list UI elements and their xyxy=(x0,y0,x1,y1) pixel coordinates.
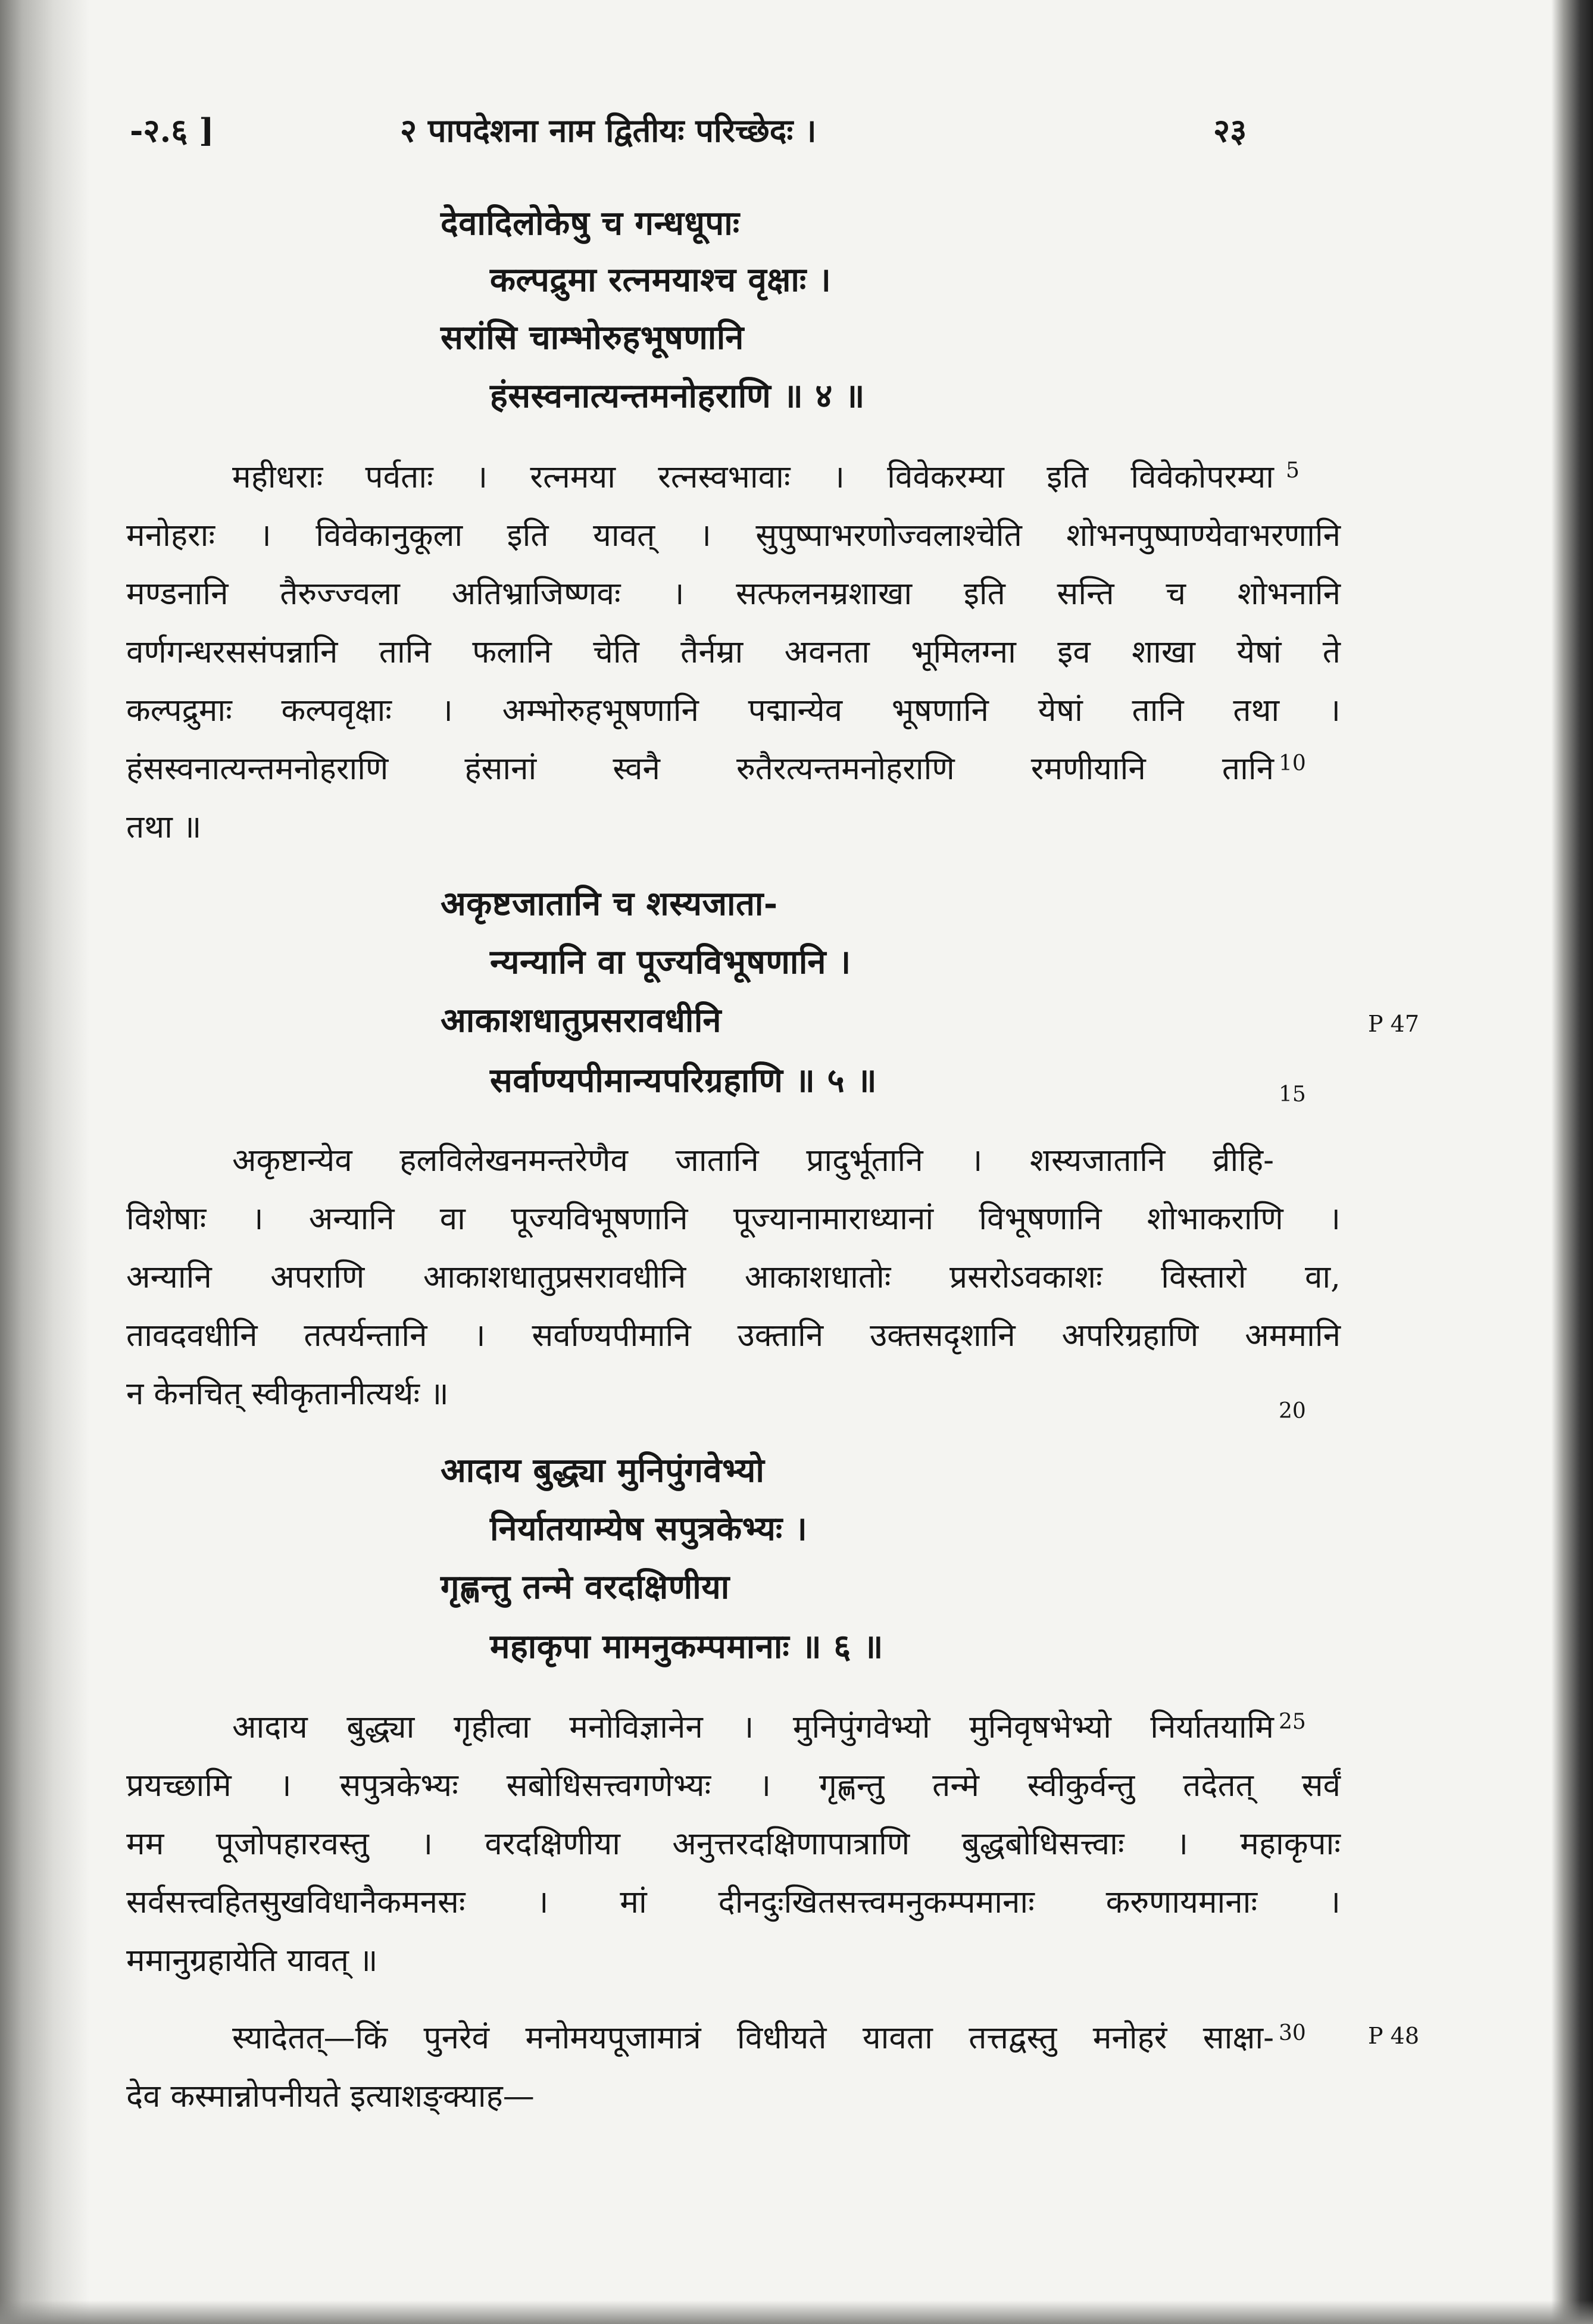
verse-5-line: सर्वाण्यपीमान्यपरिग्रहाणि ॥ ५ ॥ xyxy=(490,1061,877,1100)
source-page-ref: P 47 xyxy=(1368,1011,1420,1037)
commentary-6-line: मम पूजोपहारवस्तु । वरदक्षिणीया अनुत्तरदक्षिणापात्राणि बुद्धबोधिसत्त्वाः । महाकृपाः xyxy=(126,1826,1341,1862)
commentary-4-line: महीधराः पर्वताः । रत्नमया रत्नस्वभावाः । विवेकरम्या इति विवेकोपरम्या xyxy=(232,459,1274,495)
header-chapter-title: २ पापदेशना नाम द्वितीयः परिच्छेदः । xyxy=(400,111,817,149)
line-number: 20 xyxy=(1279,1399,1306,1423)
commentary-6-line: ममानुग्रहायेति यावत् ॥ xyxy=(126,1942,378,1979)
verse-6-line: महाकृपा मामनुकम्पमानाः ॥ ६ ॥ xyxy=(490,1627,883,1666)
line-number: 30 xyxy=(1279,2021,1306,2045)
commentary-6-line: प्रयच्छामि । सपुत्रकेभ्यः सबोधिसत्त्वगणेभ्यः । गृह्णन्तु तन्मे स्वीकुर्वन्तु तदेतत् सर्वं xyxy=(126,1767,1341,1804)
verse-4-line: सरांसि चाम्भोरुहभूषणानि xyxy=(441,318,744,357)
commentary-5-line: अकृष्टान्येव हलविलेखनमन्तरेणैव जातानि प्रादुर्भूतानि । शस्यजातानि व्रीहि- xyxy=(232,1142,1274,1179)
verse-5-line: अकृष्टजातानि च शस्यजाता- xyxy=(441,884,778,923)
commentary-4-line: तथा ॥ xyxy=(126,809,202,845)
header-page-number: २३ xyxy=(1213,111,1247,149)
commentary-4-line: हंसस्वनात्यन्तमनोहराणि हंसानां स्वनै रुतैरत्यन्तमनोहराणि रमणीयानि तानि xyxy=(126,751,1274,787)
verse-4-line: कल्पद्रुमा रत्नमयाश्च वृक्षाः । xyxy=(490,260,832,299)
verse-5-line: आकाशधातुप्रसरावधीनि xyxy=(441,1001,721,1040)
commentary-5-line: तावदवधीनि तत्पर्यन्तानि । सर्वाण्यपीमानि उक्तानि उक्तसदृशानि अपरिग्रहाणि अममानि xyxy=(126,1317,1341,1354)
verse-5-line: न्यन्यानि वा पूज्यविभूषणानि । xyxy=(490,942,851,982)
commentary-4-line: मण्डनानि तैरुज्ज्वला अतिभ्राजिष्णवः । सत्फलनम्रशाखा इति सन्ति च शोभनानि xyxy=(126,576,1341,612)
line-number: 25 xyxy=(1279,1710,1306,1734)
header-section-range: -२.६ ] xyxy=(130,111,214,149)
commentary-4-line: वर्णगन्धरससंपन्नानि तानि फलानि चेति तैर्नम्रा अवनता भूमिलग्ना इव शाखा येषां ते xyxy=(126,634,1341,670)
commentary-6-line: सर्वसत्त्वहितसुखविधानैकमनसः । मां दीनदुःखितसत्त्वमनुकम्पमानाः करुणायमानाः । xyxy=(126,1884,1341,1920)
line-number: 15 xyxy=(1279,1082,1306,1107)
commentary-5-line: विशेषाः । अन्यानि वा पूज्यविभूषणानि पूज्यानामाराध्यानां विभूषणानि शोभाकराणि । xyxy=(126,1201,1341,1237)
verse-4-line: देवादिलोकेषु च गन्धधूपाः xyxy=(441,204,740,243)
scan-edge-left xyxy=(0,0,89,2324)
commentary-4-line: मनोहराः । विवेकानुकूला इति यावत् । सुपुष्पाभरणोज्वलाश्चेति शोभनपुष्पाण्येवाभरणानि xyxy=(126,517,1341,554)
verse-6-line: निर्यातयाम्येष सपुत्रकेभ्यः । xyxy=(490,1509,808,1548)
closing-line: स्यादेतत्—किं पुनरेवं मनोमयपूजामात्रं विधीयते यावता तत्तद्वस्तु मनोहरं साक्षा- xyxy=(232,2020,1274,2056)
scan-edge-right xyxy=(1551,0,1593,2324)
source-page-ref: P 48 xyxy=(1368,2023,1420,2049)
verse-4-line: हंसस्वनात्यन्तमनोहराणि ॥ ४ ॥ xyxy=(490,376,865,416)
line-number: 5 xyxy=(1286,458,1300,483)
verse-6-line: गृह्णन्तु तन्मे वरदक्षिणीया xyxy=(441,1567,730,1607)
commentary-5-line: अन्यानि अपराणि आकाशधातुप्रसरावधीनि आकाशधातोः प्रसरोऽवकाशः विस्तारो वा, xyxy=(126,1259,1341,1295)
verse-6-line: आदाय बुद्ध्या मुनिपुंगवेभ्यो xyxy=(441,1451,765,1490)
closing-line: देव कस्मान्नोपनीयते इत्याशङ्क्याह— xyxy=(126,2078,535,2114)
line-number: 10 xyxy=(1279,751,1306,776)
commentary-6-line: आदाय बुद्ध्या गृहीत्वा मनोविज्ञानेन । मुनिपुंगवेभ्यो मुनिवृषभेभ्यो निर्यातयामि xyxy=(232,1709,1274,1745)
scan-edge-bottom xyxy=(0,2300,1593,2324)
commentary-5-line: न केनचित् स्वीकृतानीत्यर्थः ॥ xyxy=(126,1376,449,1412)
commentary-4-line: कल्पद्रुमाः कल्पवृक्षाः । अम्भोरुहभूषणानि पद्मान्येव भूषणानि येषां तानि तथा । xyxy=(126,692,1341,729)
